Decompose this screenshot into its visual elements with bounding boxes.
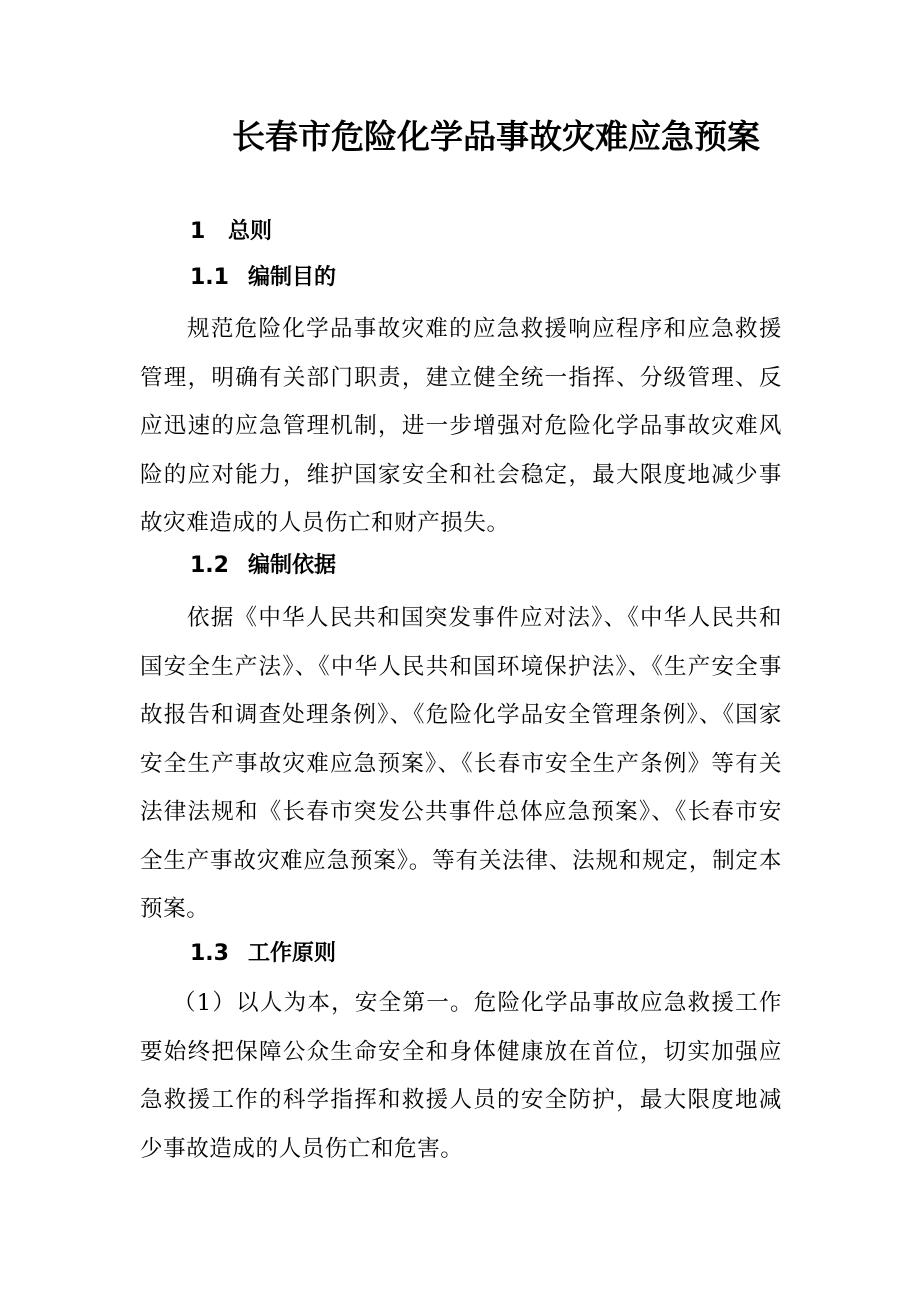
section-heading-1-3 bbox=[190, 934, 336, 974]
section-number: 1 bbox=[190, 219, 206, 244]
section-number: 1.1 bbox=[190, 265, 229, 290]
section-number: 1.3 bbox=[190, 941, 229, 966]
paragraph-principle-1: （1）以人为本，安全第一。危险化学品事故应急救援工作要始终把保障公众生命安全和身体健康放在首位，切实加强应急救援工作的科学指挥和救援人员的安全防护，最大限度地减少事故造成的人员伤亡和危害。 bbox=[140, 990, 782, 1162]
section-title: 工作原则 bbox=[248, 941, 337, 966]
section-title: 总则 bbox=[228, 219, 273, 244]
document-title: 长春市危险化学品事故灾难应急预案 bbox=[232, 117, 760, 156]
paragraph-purpose: 规范危险化学品事故灾难的应急救援响应程序和应急救援管理，明确有关部门职责，建立健全统一指挥、分级管理、反应迅速的应急管理机制，进一步增强对危险化学品事故灾难风险的应对能力，维护国家安全和社会稳定，最大限度地减少事故灾难造成的人员伤亡和财产损失。 bbox=[140, 316, 782, 536]
section-heading-1-2 bbox=[190, 546, 336, 586]
section-number: 1.2 bbox=[190, 553, 229, 578]
section-heading-1 bbox=[190, 212, 272, 252]
section-heading-1-1 bbox=[190, 258, 336, 298]
section-title: 编制目的 bbox=[248, 265, 337, 290]
paragraph-basis: 依据《中华人民共和国突发事件应对法》、《中华人民共和国安全生产法》、《中华人民共和国环境保护法》、《生产安全事故报告和调查处理条例》、《危险化学品安全管理条例》、《国家安全生产事故灾难应急预案》、《长春市安全生产条例》等有关法律法规和《长春市突发公共事件总体应急预案》、《长春市安全生产事故灾难应急预案》。等有关法律、法规和规定，制定本预案。 bbox=[140, 605, 782, 922]
section-title: 编制依据 bbox=[248, 553, 337, 578]
